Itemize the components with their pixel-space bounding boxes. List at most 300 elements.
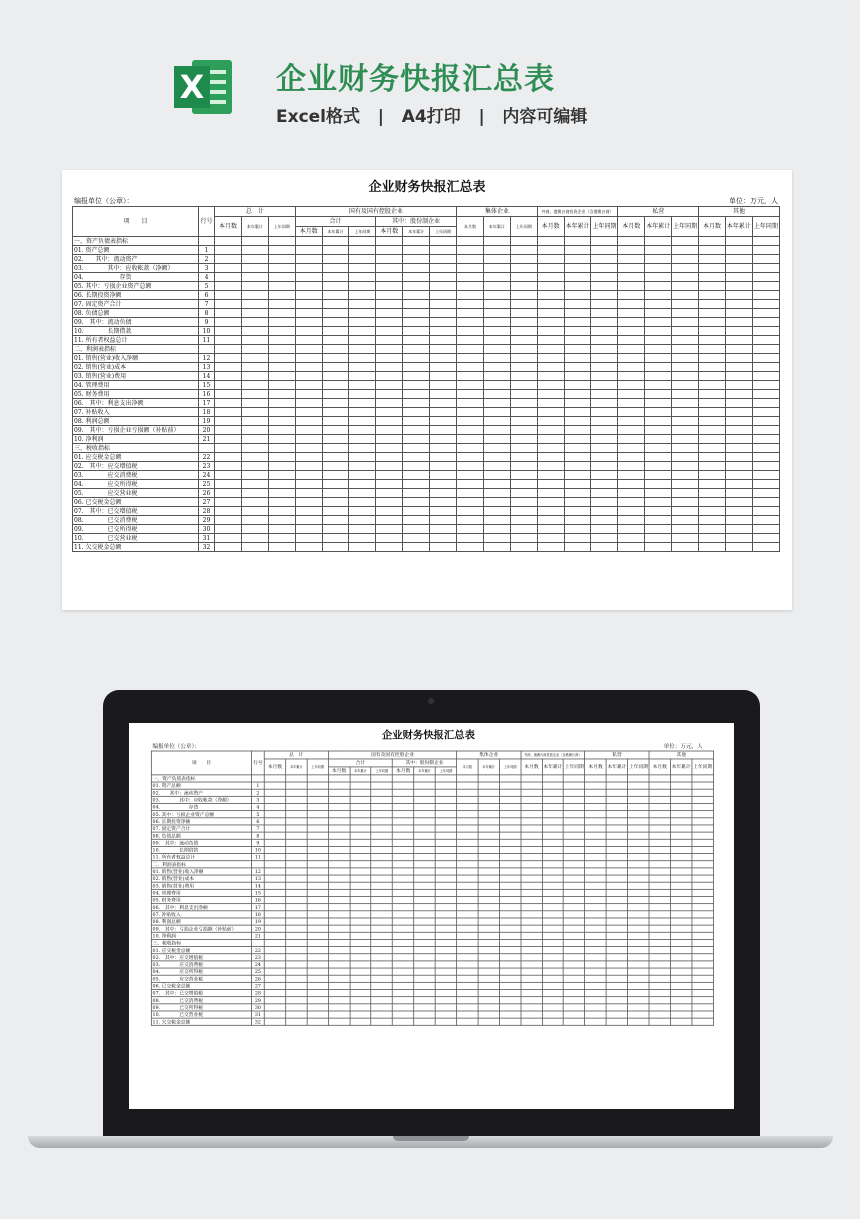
data-cell[interactable] bbox=[430, 480, 457, 489]
data-cell[interactable] bbox=[393, 782, 414, 789]
data-cell[interactable] bbox=[649, 904, 670, 911]
data-cell[interactable] bbox=[457, 947, 478, 954]
data-cell[interactable] bbox=[510, 489, 537, 498]
data-cell[interactable] bbox=[670, 803, 691, 810]
data-cell[interactable] bbox=[264, 789, 285, 796]
data-cell[interactable] bbox=[393, 861, 414, 868]
data-cell[interactable] bbox=[457, 854, 478, 861]
data-cell[interactable] bbox=[307, 846, 328, 853]
data-cell[interactable] bbox=[692, 954, 714, 961]
data-cell[interactable] bbox=[328, 939, 349, 946]
data-cell[interactable] bbox=[393, 796, 414, 803]
data-cell[interactable] bbox=[585, 982, 606, 989]
data-cell[interactable] bbox=[328, 832, 349, 839]
data-cell[interactable] bbox=[725, 300, 752, 309]
data-cell[interactable] bbox=[295, 480, 322, 489]
data-cell[interactable] bbox=[591, 291, 618, 300]
data-cell[interactable] bbox=[241, 390, 268, 399]
data-cell[interactable] bbox=[499, 839, 520, 846]
data-cell[interactable] bbox=[328, 875, 349, 882]
data-cell[interactable] bbox=[510, 255, 537, 264]
data-cell[interactable] bbox=[478, 1011, 499, 1018]
data-cell[interactable] bbox=[430, 336, 457, 345]
data-cell[interactable] bbox=[376, 345, 403, 354]
data-cell[interactable] bbox=[268, 237, 295, 246]
data-cell[interactable] bbox=[457, 516, 484, 525]
data-cell[interactable] bbox=[564, 925, 585, 932]
data-cell[interactable] bbox=[585, 832, 606, 839]
data-cell[interactable] bbox=[483, 417, 510, 426]
data-cell[interactable] bbox=[521, 961, 542, 968]
data-cell[interactable] bbox=[585, 861, 606, 868]
data-cell[interactable] bbox=[645, 300, 672, 309]
data-cell[interactable] bbox=[350, 825, 371, 832]
data-cell[interactable] bbox=[435, 997, 456, 1004]
data-cell[interactable] bbox=[670, 811, 691, 818]
data-cell[interactable] bbox=[457, 975, 478, 982]
data-cell[interactable] bbox=[403, 426, 430, 435]
data-cell[interactable] bbox=[322, 417, 349, 426]
data-cell[interactable] bbox=[645, 327, 672, 336]
data-cell[interactable] bbox=[328, 932, 349, 939]
data-cell[interactable] bbox=[268, 498, 295, 507]
data-cell[interactable] bbox=[295, 435, 322, 444]
data-cell[interactable] bbox=[430, 327, 457, 336]
data-cell[interactable] bbox=[350, 897, 371, 904]
data-cell[interactable] bbox=[295, 489, 322, 498]
data-cell[interactable] bbox=[457, 990, 478, 997]
data-cell[interactable] bbox=[371, 875, 392, 882]
data-cell[interactable] bbox=[618, 543, 645, 552]
data-cell[interactable] bbox=[328, 975, 349, 982]
data-cell[interactable] bbox=[564, 1018, 585, 1025]
data-cell[interactable] bbox=[606, 954, 627, 961]
data-cell[interactable] bbox=[591, 426, 618, 435]
data-cell[interactable] bbox=[725, 399, 752, 408]
data-cell[interactable] bbox=[286, 1011, 307, 1018]
data-cell[interactable] bbox=[483, 498, 510, 507]
data-cell[interactable] bbox=[403, 534, 430, 543]
data-cell[interactable] bbox=[564, 525, 591, 534]
data-cell[interactable] bbox=[649, 918, 670, 925]
data-cell[interactable] bbox=[672, 300, 699, 309]
data-cell[interactable] bbox=[618, 417, 645, 426]
data-cell[interactable] bbox=[457, 372, 484, 381]
data-cell[interactable] bbox=[725, 237, 752, 246]
data-cell[interactable] bbox=[241, 264, 268, 273]
data-cell[interactable] bbox=[435, 811, 456, 818]
data-cell[interactable] bbox=[322, 399, 349, 408]
data-cell[interactable] bbox=[618, 246, 645, 255]
data-cell[interactable] bbox=[328, 918, 349, 925]
data-cell[interactable] bbox=[537, 327, 564, 336]
data-cell[interactable] bbox=[350, 882, 371, 889]
data-cell[interactable] bbox=[268, 390, 295, 399]
data-cell[interactable] bbox=[393, 775, 414, 782]
data-cell[interactable] bbox=[215, 417, 242, 426]
data-cell[interactable] bbox=[215, 300, 242, 309]
data-cell[interactable] bbox=[521, 861, 542, 868]
data-cell[interactable] bbox=[349, 498, 376, 507]
data-cell[interactable] bbox=[457, 525, 484, 534]
data-cell[interactable] bbox=[670, 911, 691, 918]
data-cell[interactable] bbox=[537, 246, 564, 255]
data-cell[interactable] bbox=[403, 309, 430, 318]
data-cell[interactable] bbox=[322, 381, 349, 390]
data-cell[interactable] bbox=[752, 273, 779, 282]
data-cell[interactable] bbox=[393, 875, 414, 882]
data-cell[interactable] bbox=[435, 904, 456, 911]
data-cell[interactable] bbox=[349, 273, 376, 282]
data-cell[interactable] bbox=[645, 363, 672, 372]
data-cell[interactable] bbox=[618, 381, 645, 390]
data-cell[interactable] bbox=[264, 997, 285, 1004]
data-cell[interactable] bbox=[585, 932, 606, 939]
data-cell[interactable] bbox=[752, 435, 779, 444]
data-cell[interactable] bbox=[307, 868, 328, 875]
data-cell[interactable] bbox=[457, 453, 484, 462]
data-cell[interactable] bbox=[628, 947, 649, 954]
data-cell[interactable] bbox=[591, 507, 618, 516]
data-cell[interactable] bbox=[618, 525, 645, 534]
data-cell[interactable] bbox=[393, 911, 414, 918]
data-cell[interactable] bbox=[483, 327, 510, 336]
data-cell[interactable] bbox=[510, 507, 537, 516]
data-cell[interactable] bbox=[264, 868, 285, 875]
data-cell[interactable] bbox=[215, 453, 242, 462]
data-cell[interactable] bbox=[457, 444, 484, 453]
data-cell[interactable] bbox=[725, 354, 752, 363]
data-cell[interactable] bbox=[628, 811, 649, 818]
data-cell[interactable] bbox=[350, 990, 371, 997]
data-cell[interactable] bbox=[692, 982, 714, 989]
data-cell[interactable] bbox=[628, 990, 649, 997]
data-cell[interactable] bbox=[268, 525, 295, 534]
data-cell[interactable] bbox=[322, 516, 349, 525]
data-cell[interactable] bbox=[322, 543, 349, 552]
data-cell[interactable] bbox=[478, 868, 499, 875]
data-cell[interactable] bbox=[376, 462, 403, 471]
data-cell[interactable] bbox=[430, 282, 457, 291]
data-cell[interactable] bbox=[403, 264, 430, 273]
data-cell[interactable] bbox=[286, 911, 307, 918]
data-cell[interactable] bbox=[371, 882, 392, 889]
data-cell[interactable] bbox=[457, 861, 478, 868]
data-cell[interactable] bbox=[349, 237, 376, 246]
data-cell[interactable] bbox=[585, 904, 606, 911]
data-cell[interactable] bbox=[510, 282, 537, 291]
data-cell[interactable] bbox=[542, 954, 563, 961]
data-cell[interactable] bbox=[499, 832, 520, 839]
data-cell[interactable] bbox=[542, 796, 563, 803]
data-cell[interactable] bbox=[241, 255, 268, 264]
data-cell[interactable] bbox=[295, 309, 322, 318]
data-cell[interactable] bbox=[286, 882, 307, 889]
data-cell[interactable] bbox=[376, 408, 403, 417]
data-cell[interactable] bbox=[542, 925, 563, 932]
data-cell[interactable] bbox=[510, 498, 537, 507]
data-cell[interactable] bbox=[241, 534, 268, 543]
data-cell[interactable] bbox=[483, 336, 510, 345]
data-cell[interactable] bbox=[542, 818, 563, 825]
data-cell[interactable] bbox=[542, 939, 563, 946]
data-cell[interactable] bbox=[542, 832, 563, 839]
data-cell[interactable] bbox=[670, 939, 691, 946]
data-cell[interactable] bbox=[618, 453, 645, 462]
data-cell[interactable] bbox=[606, 1004, 627, 1011]
data-cell[interactable] bbox=[268, 327, 295, 336]
data-cell[interactable] bbox=[376, 489, 403, 498]
data-cell[interactable] bbox=[499, 932, 520, 939]
data-cell[interactable] bbox=[521, 911, 542, 918]
data-cell[interactable] bbox=[564, 775, 585, 782]
data-cell[interactable] bbox=[371, 932, 392, 939]
data-cell[interactable] bbox=[606, 818, 627, 825]
data-cell[interactable] bbox=[564, 372, 591, 381]
data-cell[interactable] bbox=[670, 897, 691, 904]
data-cell[interactable] bbox=[478, 889, 499, 896]
data-cell[interactable] bbox=[264, 818, 285, 825]
data-cell[interactable] bbox=[699, 336, 726, 345]
data-cell[interactable] bbox=[215, 381, 242, 390]
data-cell[interactable] bbox=[564, 846, 585, 853]
data-cell[interactable] bbox=[264, 1011, 285, 1018]
data-cell[interactable] bbox=[752, 408, 779, 417]
data-cell[interactable] bbox=[510, 462, 537, 471]
data-cell[interactable] bbox=[542, 975, 563, 982]
data-cell[interactable] bbox=[564, 803, 585, 810]
data-cell[interactable] bbox=[564, 1004, 585, 1011]
data-cell[interactable] bbox=[328, 818, 349, 825]
data-cell[interactable] bbox=[350, 789, 371, 796]
data-cell[interactable] bbox=[591, 327, 618, 336]
data-cell[interactable] bbox=[591, 336, 618, 345]
data-cell[interactable] bbox=[241, 525, 268, 534]
data-cell[interactable] bbox=[414, 796, 435, 803]
data-cell[interactable] bbox=[672, 273, 699, 282]
data-cell[interactable] bbox=[393, 818, 414, 825]
data-cell[interactable] bbox=[670, 961, 691, 968]
data-cell[interactable] bbox=[295, 507, 322, 516]
data-cell[interactable] bbox=[295, 300, 322, 309]
data-cell[interactable] bbox=[268, 444, 295, 453]
data-cell[interactable] bbox=[591, 543, 618, 552]
data-cell[interactable] bbox=[499, 911, 520, 918]
data-cell[interactable] bbox=[725, 345, 752, 354]
data-cell[interactable] bbox=[286, 782, 307, 789]
data-cell[interactable] bbox=[564, 990, 585, 997]
data-cell[interactable] bbox=[672, 489, 699, 498]
data-cell[interactable] bbox=[672, 237, 699, 246]
data-cell[interactable] bbox=[215, 435, 242, 444]
data-cell[interactable] bbox=[268, 246, 295, 255]
data-cell[interactable] bbox=[435, 975, 456, 982]
data-cell[interactable] bbox=[499, 789, 520, 796]
data-cell[interactable] bbox=[322, 336, 349, 345]
data-cell[interactable] bbox=[585, 818, 606, 825]
data-cell[interactable] bbox=[371, 925, 392, 932]
data-cell[interactable] bbox=[215, 426, 242, 435]
data-cell[interactable] bbox=[521, 990, 542, 997]
data-cell[interactable] bbox=[322, 489, 349, 498]
data-cell[interactable] bbox=[286, 861, 307, 868]
data-cell[interactable] bbox=[670, 818, 691, 825]
data-cell[interactable] bbox=[649, 1011, 670, 1018]
data-cell[interactable] bbox=[564, 975, 585, 982]
data-cell[interactable] bbox=[215, 525, 242, 534]
data-cell[interactable] bbox=[618, 318, 645, 327]
data-cell[interactable] bbox=[435, 825, 456, 832]
data-cell[interactable] bbox=[692, 775, 714, 782]
data-cell[interactable] bbox=[537, 408, 564, 417]
data-cell[interactable] bbox=[435, 947, 456, 954]
data-cell[interactable] bbox=[692, 882, 714, 889]
data-cell[interactable] bbox=[692, 796, 714, 803]
data-cell[interactable] bbox=[268, 273, 295, 282]
data-cell[interactable] bbox=[499, 939, 520, 946]
data-cell[interactable] bbox=[564, 954, 585, 961]
data-cell[interactable] bbox=[457, 782, 478, 789]
data-cell[interactable] bbox=[499, 775, 520, 782]
data-cell[interactable] bbox=[307, 939, 328, 946]
data-cell[interactable] bbox=[542, 875, 563, 882]
data-cell[interactable] bbox=[591, 381, 618, 390]
data-cell[interactable] bbox=[328, 775, 349, 782]
data-cell[interactable] bbox=[618, 498, 645, 507]
data-cell[interactable] bbox=[699, 426, 726, 435]
data-cell[interactable] bbox=[618, 309, 645, 318]
data-cell[interactable] bbox=[542, 839, 563, 846]
data-cell[interactable] bbox=[478, 897, 499, 904]
data-cell[interactable] bbox=[672, 453, 699, 462]
data-cell[interactable] bbox=[286, 939, 307, 946]
data-cell[interactable] bbox=[564, 911, 585, 918]
data-cell[interactable] bbox=[542, 861, 563, 868]
data-cell[interactable] bbox=[645, 462, 672, 471]
data-cell[interactable] bbox=[457, 417, 484, 426]
data-cell[interactable] bbox=[628, 775, 649, 782]
data-cell[interactable] bbox=[499, 982, 520, 989]
data-cell[interactable] bbox=[692, 975, 714, 982]
data-cell[interactable] bbox=[618, 471, 645, 480]
data-cell[interactable] bbox=[521, 811, 542, 818]
data-cell[interactable] bbox=[499, 889, 520, 896]
data-cell[interactable] bbox=[692, 839, 714, 846]
data-cell[interactable] bbox=[606, 975, 627, 982]
data-cell[interactable] bbox=[414, 803, 435, 810]
data-cell[interactable] bbox=[521, 947, 542, 954]
data-cell[interactable] bbox=[670, 882, 691, 889]
data-cell[interactable] bbox=[672, 462, 699, 471]
data-cell[interactable] bbox=[510, 318, 537, 327]
data-cell[interactable] bbox=[564, 897, 585, 904]
data-cell[interactable] bbox=[307, 897, 328, 904]
data-cell[interactable] bbox=[645, 273, 672, 282]
data-cell[interactable] bbox=[457, 390, 484, 399]
data-cell[interactable] bbox=[435, 775, 456, 782]
data-cell[interactable] bbox=[699, 300, 726, 309]
data-cell[interactable] bbox=[521, 832, 542, 839]
data-cell[interactable] bbox=[645, 543, 672, 552]
data-cell[interactable] bbox=[328, 997, 349, 1004]
data-cell[interactable] bbox=[564, 399, 591, 408]
data-cell[interactable] bbox=[215, 390, 242, 399]
data-cell[interactable] bbox=[692, 1018, 714, 1025]
data-cell[interactable] bbox=[264, 897, 285, 904]
data-cell[interactable] bbox=[564, 789, 585, 796]
data-cell[interactable] bbox=[649, 997, 670, 1004]
data-cell[interactable] bbox=[430, 462, 457, 471]
data-cell[interactable] bbox=[628, 911, 649, 918]
data-cell[interactable] bbox=[585, 968, 606, 975]
data-cell[interactable] bbox=[215, 255, 242, 264]
data-cell[interactable] bbox=[328, 854, 349, 861]
data-cell[interactable] bbox=[537, 489, 564, 498]
data-cell[interactable] bbox=[350, 947, 371, 954]
data-cell[interactable] bbox=[322, 282, 349, 291]
data-cell[interactable] bbox=[483, 372, 510, 381]
data-cell[interactable] bbox=[521, 854, 542, 861]
data-cell[interactable] bbox=[393, 932, 414, 939]
data-cell[interactable] bbox=[328, 961, 349, 968]
data-cell[interactable] bbox=[585, 947, 606, 954]
data-cell[interactable] bbox=[268, 372, 295, 381]
data-cell[interactable] bbox=[542, 803, 563, 810]
data-cell[interactable] bbox=[645, 345, 672, 354]
data-cell[interactable] bbox=[328, 990, 349, 997]
data-cell[interactable] bbox=[725, 516, 752, 525]
data-cell[interactable] bbox=[564, 264, 591, 273]
data-cell[interactable] bbox=[699, 453, 726, 462]
data-cell[interactable] bbox=[510, 372, 537, 381]
data-cell[interactable] bbox=[435, 1018, 456, 1025]
data-cell[interactable] bbox=[752, 534, 779, 543]
data-cell[interactable] bbox=[699, 435, 726, 444]
data-cell[interactable] bbox=[699, 309, 726, 318]
data-cell[interactable] bbox=[264, 925, 285, 932]
data-cell[interactable] bbox=[393, 846, 414, 853]
data-cell[interactable] bbox=[725, 444, 752, 453]
data-cell[interactable] bbox=[585, 939, 606, 946]
data-cell[interactable] bbox=[371, 818, 392, 825]
data-cell[interactable] bbox=[393, 789, 414, 796]
data-cell[interactable] bbox=[606, 825, 627, 832]
data-cell[interactable] bbox=[585, 975, 606, 982]
data-cell[interactable] bbox=[241, 327, 268, 336]
data-cell[interactable] bbox=[645, 480, 672, 489]
data-cell[interactable] bbox=[564, 363, 591, 372]
data-cell[interactable] bbox=[649, 818, 670, 825]
data-cell[interactable] bbox=[307, 811, 328, 818]
data-cell[interactable] bbox=[457, 318, 484, 327]
data-cell[interactable] bbox=[286, 918, 307, 925]
data-cell[interactable] bbox=[430, 300, 457, 309]
data-cell[interactable] bbox=[376, 444, 403, 453]
data-cell[interactable] bbox=[510, 435, 537, 444]
data-cell[interactable] bbox=[510, 336, 537, 345]
data-cell[interactable] bbox=[457, 426, 484, 435]
data-cell[interactable] bbox=[264, 882, 285, 889]
data-cell[interactable] bbox=[564, 300, 591, 309]
data-cell[interactable] bbox=[725, 453, 752, 462]
data-cell[interactable] bbox=[295, 417, 322, 426]
data-cell[interactable] bbox=[725, 390, 752, 399]
data-cell[interactable] bbox=[537, 399, 564, 408]
data-cell[interactable] bbox=[435, 1011, 456, 1018]
data-cell[interactable] bbox=[521, 932, 542, 939]
data-cell[interactable] bbox=[478, 911, 499, 918]
data-cell[interactable] bbox=[699, 327, 726, 336]
